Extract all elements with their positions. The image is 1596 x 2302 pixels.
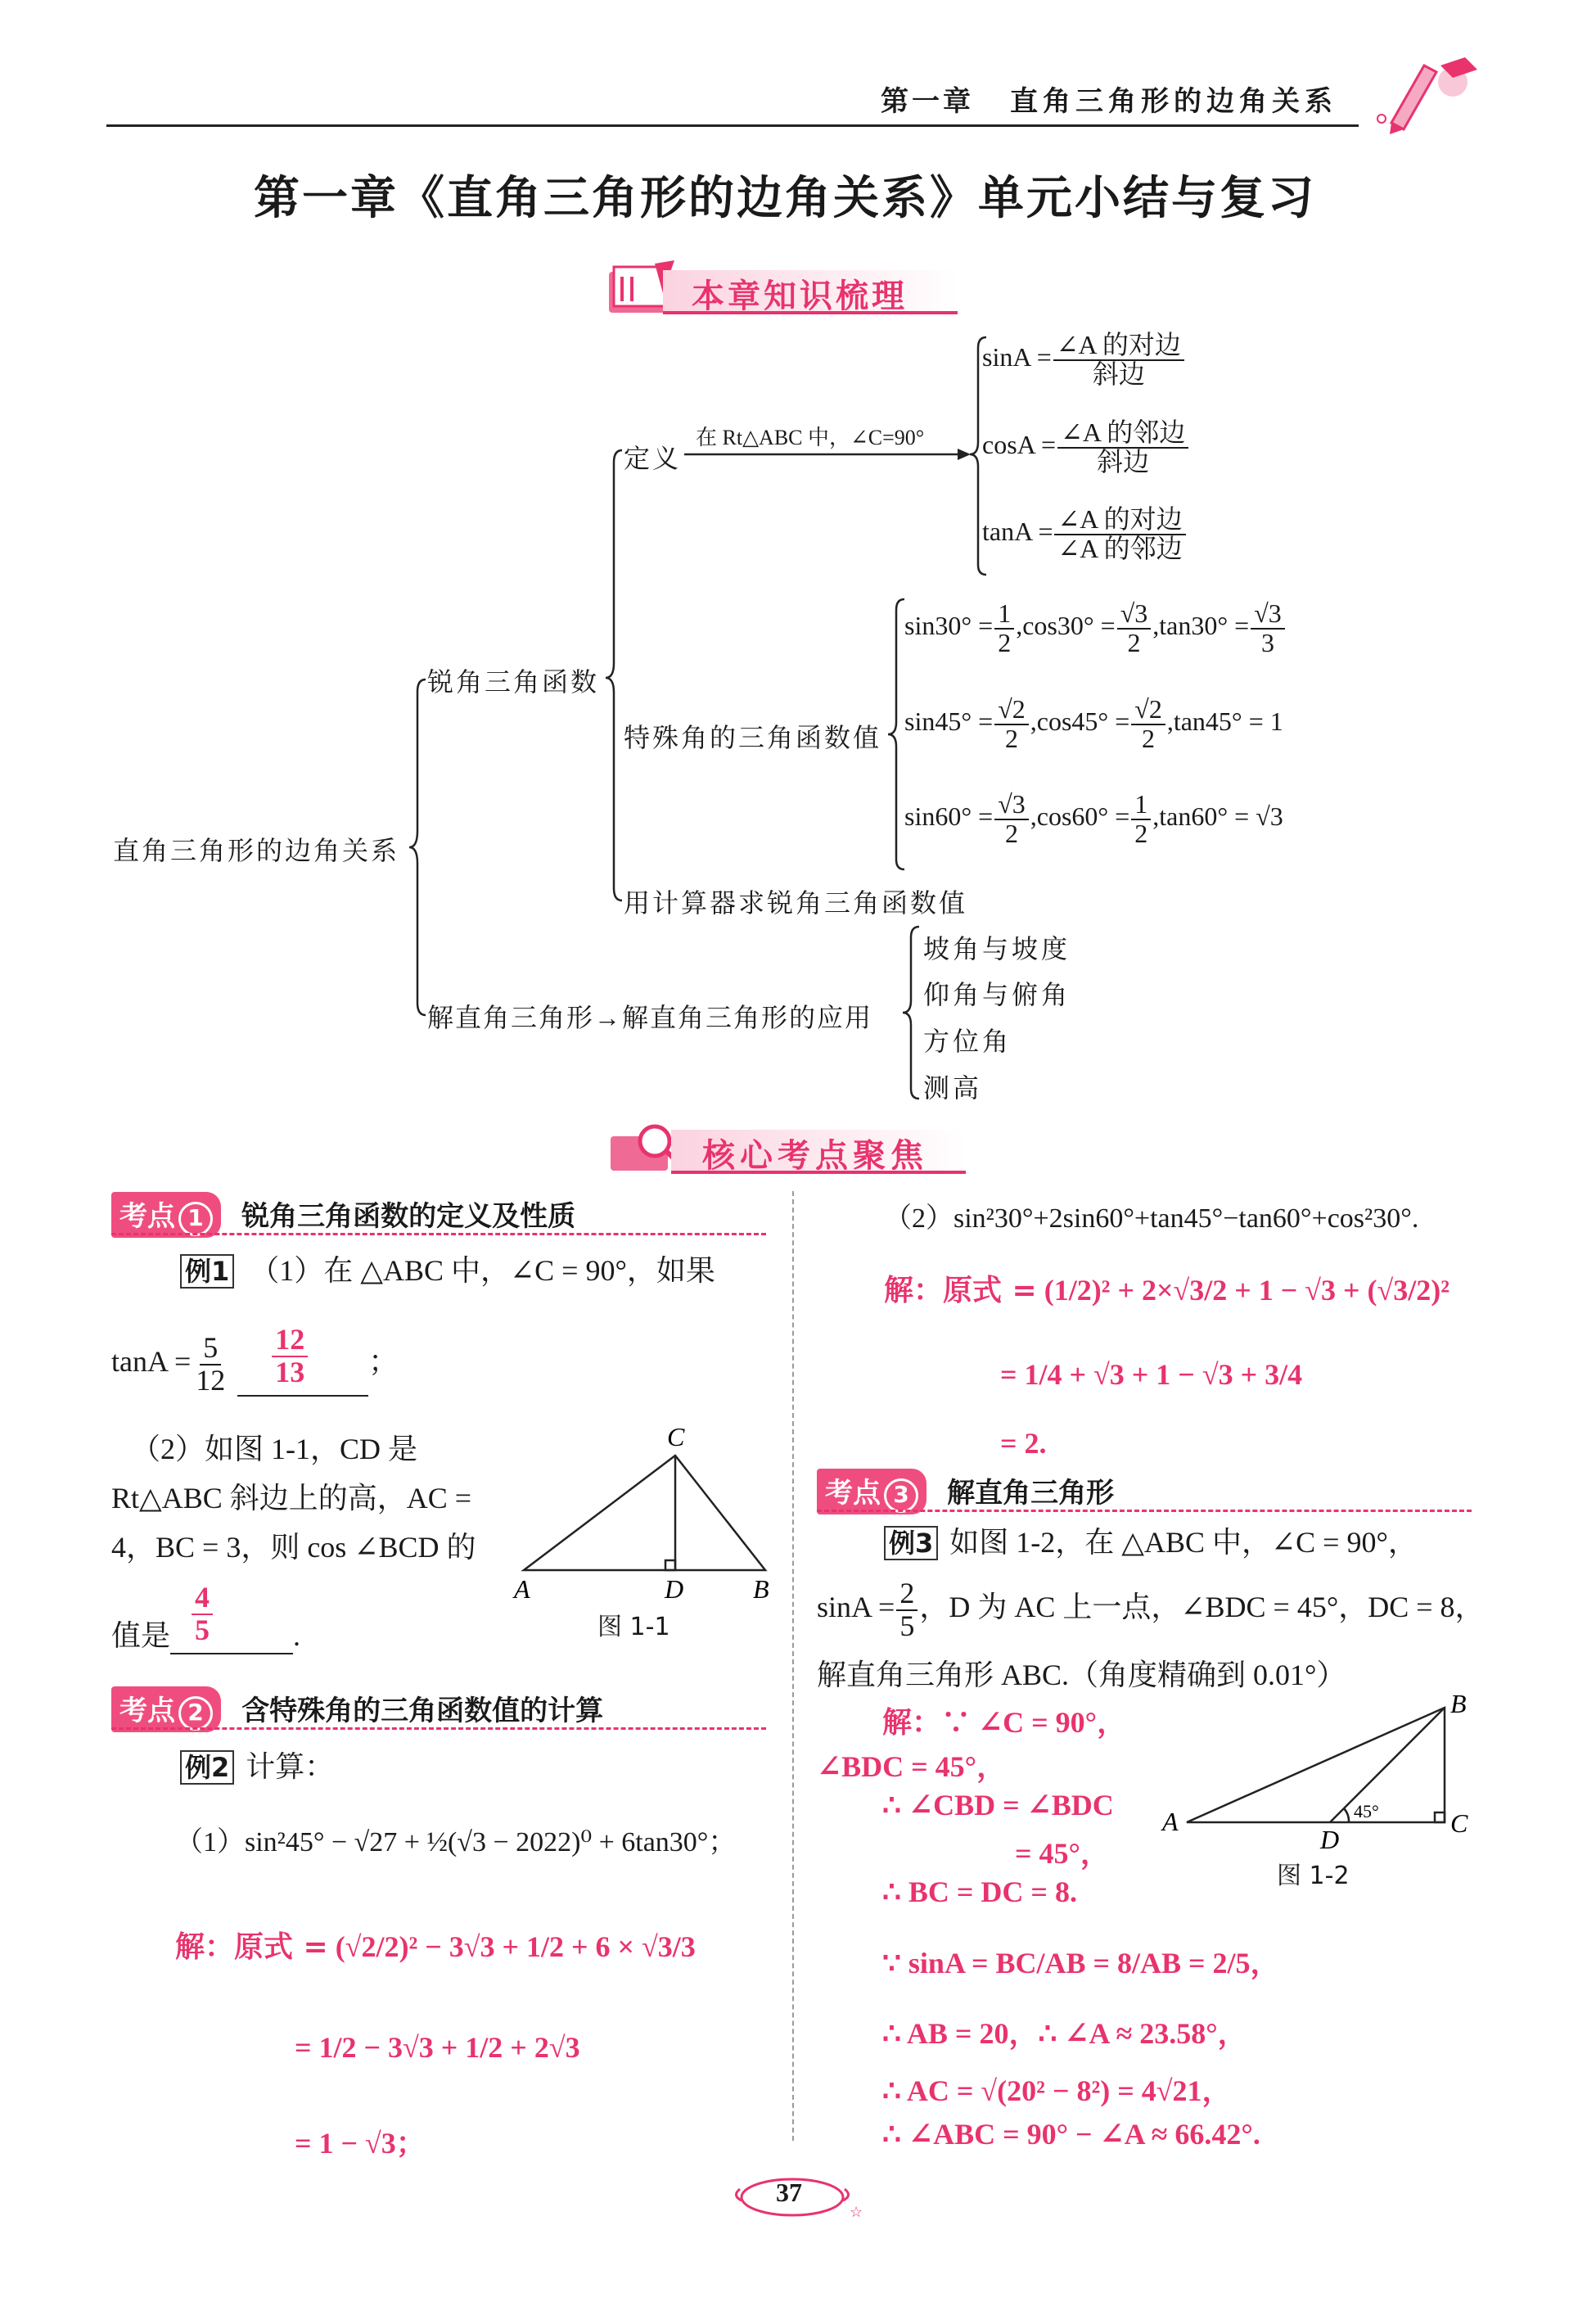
special-60: sin60° = $\frac{√3}{2}$ ,cos60° = $\frac{1}{2}$ ,tan60° = √3 [904, 789, 1283, 848]
fig2-angle: 45° [1354, 1801, 1379, 1821]
tree-root: 直角三角形的边角关系 [113, 836, 400, 865]
example-3-solution-4: = 45°， [1015, 1837, 1110, 1870]
tree-solve: 解直角三角形→解直角三角形的应用 [427, 1003, 873, 1032]
tree-app-4: 测高 [923, 1073, 983, 1103]
fig1-label-b: B [753, 1574, 769, 1604]
def-tanA: tanA = $\frac{\text{∠A 的对边}}{\text{∠A 的邻边}}$ [982, 506, 1188, 562]
kaodian-3-rule [817, 1510, 1472, 1512]
tree-calculator: 用计算器求锐角三角函数值 [624, 888, 968, 918]
tree-app-3: 方位角 [923, 1027, 1012, 1056]
fig2-label-c: C [1450, 1808, 1468, 1838]
example-3-solution-1: 解：∵ ∠C = 90°， [882, 1706, 1127, 1739]
figure-1-2-caption: 图 1-2 [1277, 1862, 1350, 1890]
example-2-solution-1: 解：原式 = (√2/2)² − 3√3 + 1/2 + 6 × √3/3 [175, 1930, 696, 1964]
tree-acute-trig: 锐角三角函数 [427, 667, 600, 697]
fig1-label-d: D [665, 1574, 684, 1604]
example-2b-solution-3: = 2. [1000, 1427, 1047, 1460]
example-2b-solution-2: = 1/4 + √3 + 1 − √3 + 3/4 [1000, 1358, 1303, 1391]
tree-app-2: 仰角与俯角 [923, 980, 1071, 1009]
fig2-label-b: B [1450, 1689, 1467, 1718]
figure-1-2 [1154, 1691, 1490, 1855]
fig1-label-c: C [667, 1422, 685, 1451]
kaodian-2-header: 考点 2 含特殊角的三角函数值的计算 [111, 1686, 603, 1732]
example-3-solution-6: ∵ sinA = BC/AB = 8/AB = 2/5， [882, 1947, 1280, 1979]
example-3-line2: sinA = $\frac{2}{5}$ ，D 为 AC 上一点，∠BDC = 45°，DC = 8， [817, 1577, 1485, 1642]
svg-text:☆: ☆ [850, 2204, 863, 2221]
example-3-solution-7: ∴ AB = 20，∴ ∠A ≈ 23.58°， [882, 2017, 1247, 2050]
special-30: sin30° = $\frac{1}{2}$ ,cos30° = $\frac{√3}{2}$ ,tan30° = $\frac{√3}{3}$ [904, 600, 1287, 657]
example-1-part2-cont: Rt△ABC 斜边上的高，AC = 4，BC = 3，则 cos ∠BCD 的 [111, 1482, 476, 1564]
example-2-solution-3: = 1 − √3； [295, 2127, 426, 2160]
page-title: 第一章《直角三角形的边角关系》单元小结与复习 [254, 172, 1316, 225]
header-chapter: 第一章 [881, 85, 974, 118]
example-1-tan: tanA = $\frac{5}{12}$ $\frac{12}{13}$ ； [111, 1323, 399, 1397]
example-1-part1: 例1 （1）在 △ABC 中，∠C = 90°，如果 [180, 1248, 715, 1289]
figure-1-1-caption: 图 1-1 [597, 1613, 670, 1641]
example-3-solution-3: ∴ ∠CBD = ∠BDC [882, 1789, 1114, 1821]
def-cosA: cosA = $\frac{\text{∠A 的邻边}}{\text{斜边}}$ [982, 419, 1190, 476]
tree-app-1: 坡角与坡度 [923, 934, 1071, 964]
example-3-solution-2: ∠BDC = 45°， [817, 1750, 1007, 1783]
example-1-answer-2: 值是 $\frac{4}{5}$ . [111, 1613, 300, 1654]
kaodian-1-header: 考点 1 锐角三角函数的定义及性质 [111, 1192, 575, 1238]
fig2-label-d: D [1320, 1825, 1340, 1854]
tree-definition: 定义 [624, 444, 682, 473]
example-3-line1: 例3 如图 1-2，在 △ABC 中，∠C = 90°， [884, 1519, 1418, 1561]
example-2-question-1: （1）sin²45° − √27 + ½(√3 − 2022)⁰ + 6tan30°； [175, 1827, 737, 1857]
page-number: 37 [776, 2178, 802, 2207]
example-3-solution-9: ∴ ∠ABC = 90° − ∠A ≈ 66.42°. [882, 2118, 1260, 2151]
def-sinA: sinA = $\frac{\text{∠A 的对边}}{\text{斜边}}$ [982, 332, 1186, 388]
example-1-part2: （2）如图 1-1，CD 是 [131, 1433, 417, 1465]
section-title: 核心考点聚焦 [702, 1137, 928, 1175]
section-title: 本章知识梳理 [692, 278, 908, 315]
kaodian-3-header: 考点 3 解直角三角形 [817, 1469, 1114, 1514]
example-2-intro: 例2 计算： [180, 1744, 334, 1785]
fig1-label-a: A [514, 1574, 530, 1604]
kaodian-1-rule [111, 1233, 766, 1235]
tree-special: 特殊角的三角函数值 [624, 723, 882, 752]
example-3-solution-5: ∴ BC = DC = 8. [882, 1875, 1077, 1908]
example-3-solution-8: ∴ AC = √(20² − 8²) = 4√21， [882, 2074, 1232, 2107]
column-divider [792, 1191, 794, 2141]
example-2-question-2: （2）sin²30°+2sin60°+tan45°−tan60°+cos²30°. [884, 1203, 1419, 1234]
example-3-line3: 解直角三角形 ABC.（角度精确到 0.01°） [817, 1659, 1346, 1691]
tree-arrow-condition: 在 Rt△ABC 中，∠C=90° [696, 426, 925, 449]
example-2b-solution-1: 解：原式 = (1/2)² + 2×√3/2 + 1 − √3 + (√3/2)² [884, 1274, 1450, 1307]
special-45: sin45° = $\frac{√2}{2}$ ,cos45° = $\frac{√2}{2}$ ,tan45° = 1 [904, 694, 1283, 753]
tree-braces [0, 0, 1596, 1130]
kaodian-2-rule [111, 1727, 766, 1730]
header-chapter-title: 直角三角形的边角关系 [1010, 85, 1337, 118]
fig2-label-a: A [1162, 1807, 1179, 1836]
figure-1-1 [507, 1423, 778, 1611]
example-2-solution-2: = 1/2 − 3√3 + 1/2 + 2√3 [295, 2031, 580, 2064]
